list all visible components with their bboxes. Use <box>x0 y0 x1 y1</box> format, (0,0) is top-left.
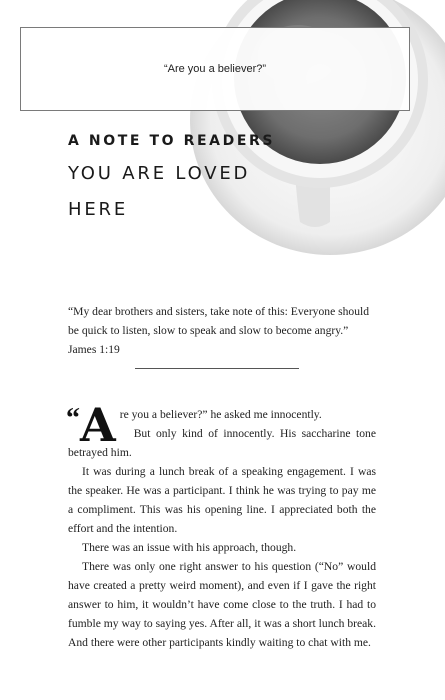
paragraph: It was during a lunch break of a speaking engagement. I was the speaker. He was a participant. I think he was trying to pay me a compliment. This was his opening line. I appreciated both the effort and the intention. <box>68 465 376 535</box>
body-text <box>66 398 376 652</box>
dropcap-letter: A <box>80 398 116 452</box>
paragraph: But only kind of innocently. His saccharine tone betrayed him. <box>68 427 376 459</box>
section-divider <box>135 368 299 369</box>
paragraph: There was only one right answer to his question (“No” would have created a pretty weird moment), and even if I gave the right answer to him, it wouldn’t have come close to the truth. I had to fumble my way to saying yes. After all, it was a short lunch break. And there were other participants kindly waiting to chat with me. <box>68 560 376 649</box>
epigraph-citation: James 1:19 <box>68 343 120 356</box>
section-kicker: A NOTE TO READERS <box>68 133 276 149</box>
page-title-line-2: HERE <box>68 199 128 220</box>
paragraph: There was an issue with his approach, though. <box>82 541 297 554</box>
pullquote-box <box>20 27 410 111</box>
epigraph-text: “My dear brothers and sisters, take note of this: Everyone should be quick to listen, slow to speak and slow to become angry.” <box>68 305 370 337</box>
pullquote-text: “Are you a believer?” <box>163 63 267 75</box>
paragraph-text: re you a believer?” he asked me innocently. <box>119 408 322 421</box>
dropcap-quote: “ <box>66 403 80 434</box>
epigraph <box>68 302 376 359</box>
page-title-line-1: YOU ARE LOVED <box>68 163 251 184</box>
